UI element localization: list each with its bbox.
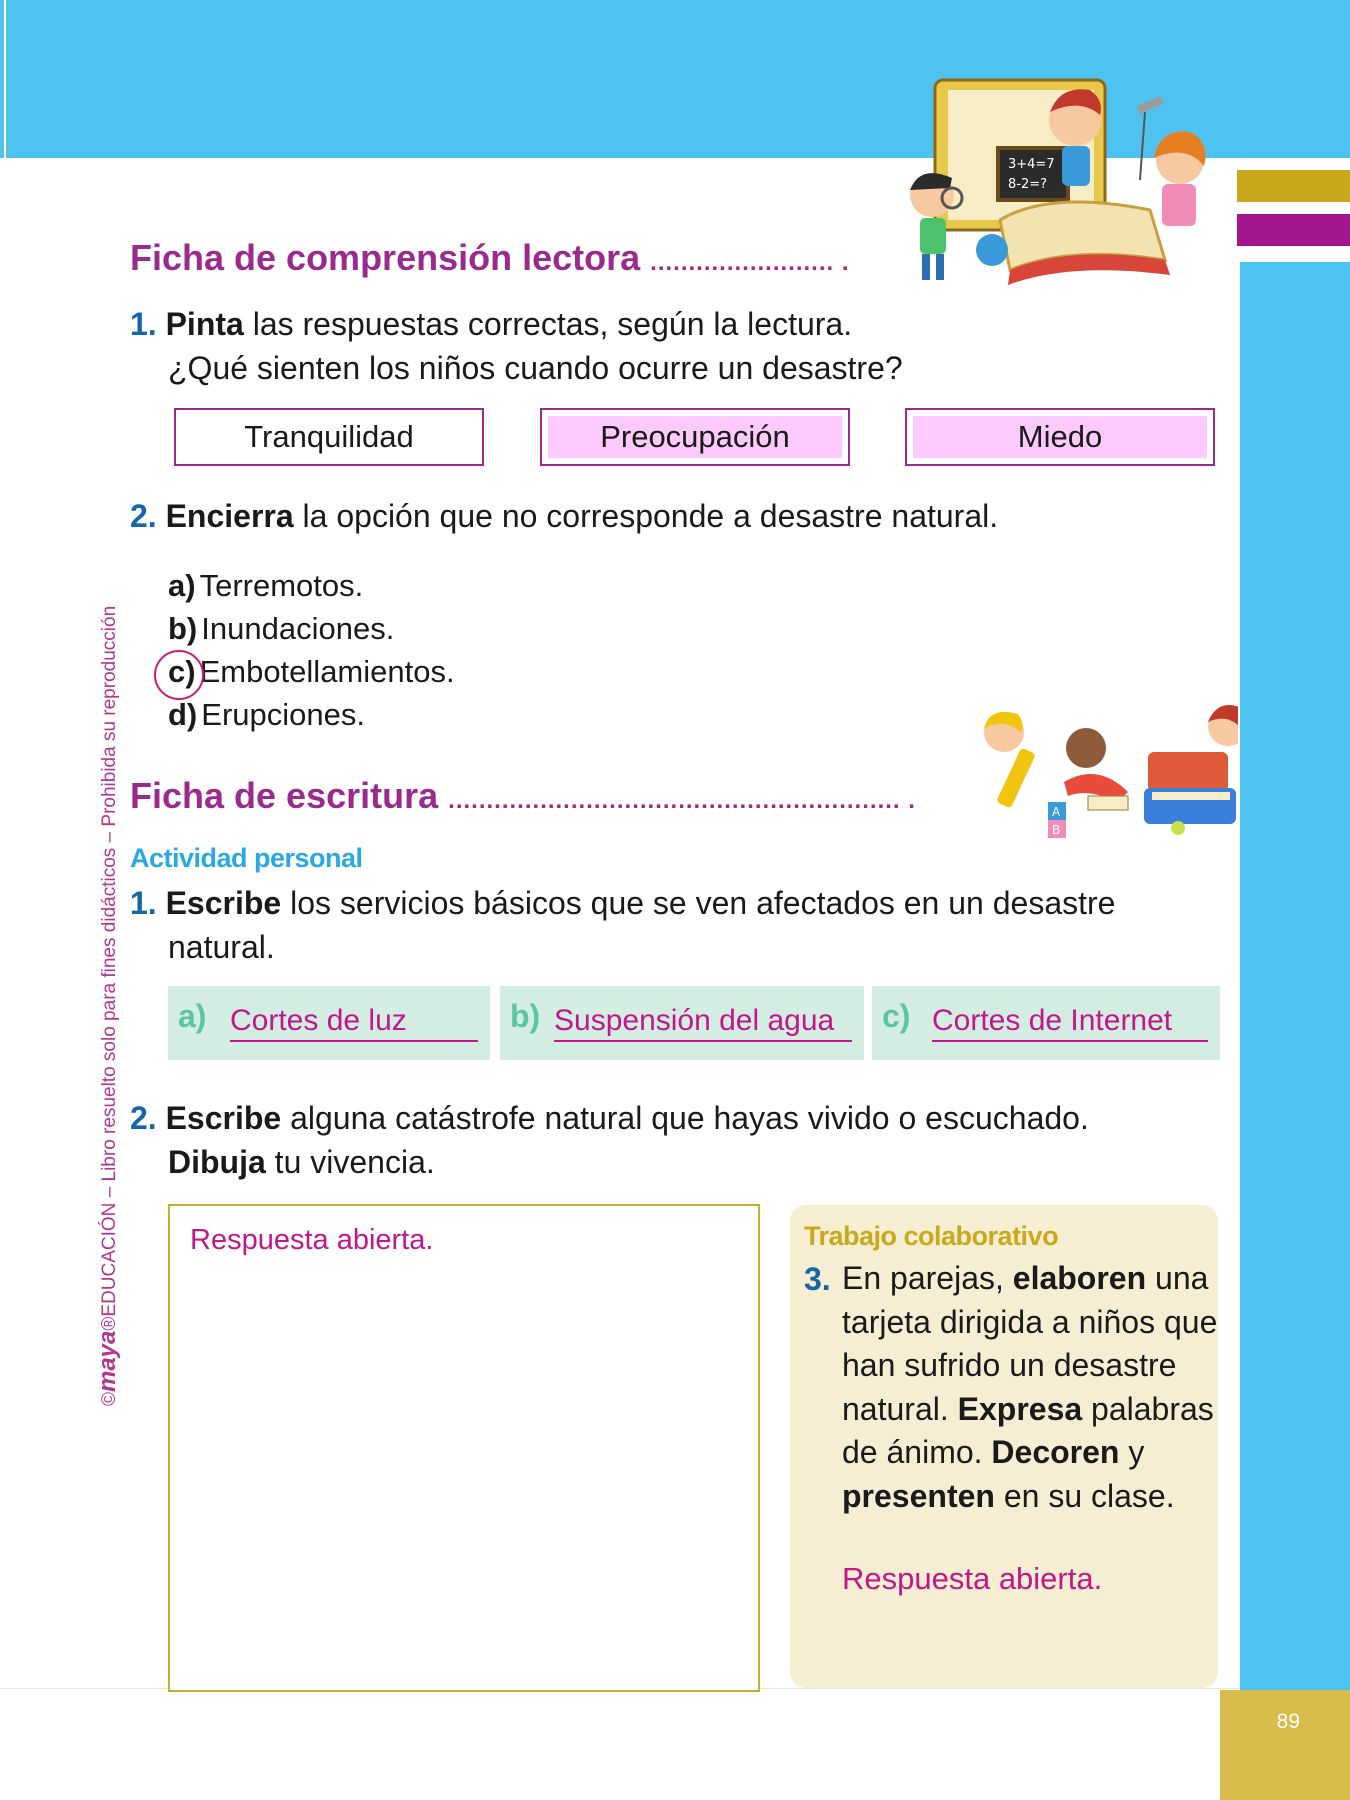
page-number: 89 [1276,1710,1300,1733]
collab-title: Trabajo colaborativo [804,1221,1059,1251]
kid-left-leg2 [936,254,944,280]
option-text: Inundaciones. [201,611,395,646]
book-pages [1152,792,1230,800]
instruction-verb: Escribe [165,885,282,921]
answer-box-miedo[interactable] [905,408,1215,466]
registered-symbol: ® [99,1316,120,1331]
block-b-label: B [1052,823,1061,837]
service-answer-text: Suspensión del agua [554,1002,852,1042]
collab-bold-3: Decoren [991,1434,1120,1470]
kid-left-leg [922,254,930,280]
chalkboard [998,148,1068,200]
instruction-verb: Pinta [165,306,244,342]
option-letter: c) [168,654,196,689]
writing-question-2 [130,1096,1089,1140]
answer-label: Miedo [1017,419,1103,454]
writing-question-1-cont: natural. [168,929,275,965]
question-number: 2. [130,1100,157,1136]
collab-question-text [842,1257,1218,1518]
brand-logo: maya [94,1330,121,1392]
collab-bold-4: presenten [842,1477,995,1514]
question-number: 1. [130,885,157,921]
question-1 [130,302,852,346]
book-red [1148,752,1228,792]
question-text: las respuestas correctas, según la lectura. [252,306,853,342]
service-letter: b) [510,998,541,1034]
option-a[interactable] [168,564,363,607]
girl-body [1162,184,1196,226]
section-title-text: Ficha de comprensión lectora [130,237,641,278]
answer-box-preocupacion[interactable] [540,408,850,466]
option-letter: a) [168,568,196,603]
writing-question-2-cont [168,1140,435,1184]
selection-circle [154,650,204,700]
kid-left-body [920,218,946,254]
service-answer-text: Cortes de luz [230,1002,478,1042]
banner-edge [4,0,6,158]
question-number: 2. [130,498,157,534]
collab-text-1: En parejas, [842,1260,1004,1296]
kid2-head [1066,728,1106,768]
small-book [1088,796,1128,810]
section-title-text: Ficha de escritura [130,775,439,816]
chalkboard-line2: 8-2=? [1008,177,1048,192]
option-c[interactable] [168,650,455,693]
title-dots: ........................ . [650,249,850,276]
drawing-answer-text: Respuesta abierta. [190,1224,434,1256]
option-d[interactable] [168,693,365,736]
question-number: 1. [130,306,157,342]
question-text: los servicios básicos que se ven afectados en un desastre [290,885,1116,921]
copyright-symbol: © [99,1392,120,1406]
option-text: Terremotos. [199,568,364,603]
kids-reading-illustration [890,70,1220,290]
instruction-verb: Dibuja [168,1144,266,1180]
question-text: la opción que no corresponde a desastre natural. [302,498,999,534]
instruction-verb: Escribe [165,1100,282,1136]
collab-text-4: y [1128,1434,1145,1470]
collab-answer-text: Respuesta abierta. [842,1561,1103,1596]
instruction-verb: Encierra [165,498,294,534]
answer-label: Tranquilidad [244,419,414,454]
service-letter: a) [178,998,207,1034]
ball [1171,821,1185,835]
question-2 [130,494,998,538]
sidebar-copyright [92,605,124,1406]
kids-books-illustration [968,692,1238,842]
service-answer-c[interactable] [872,986,1220,1060]
question-text: tu vivencia. [274,1144,435,1180]
block-a-label: A [1052,805,1061,819]
page-number-box [1220,1690,1350,1800]
collaborative-work-box [790,1205,1218,1688]
service-letter: c) [882,998,911,1034]
section-title-comprension [130,237,850,279]
telescope-stand [1140,112,1145,180]
collab-question-number: 3. [804,1261,831,1297]
kid-left-cap [910,173,952,190]
question-text: alguna catástrofe natural que hayas vivido o escuchado. [290,1100,1089,1136]
section-title-escritura [130,775,916,817]
sidebar-text: EDUCACIÓN – Libro resuelto solo para fines didácticos – Prohibida su reproducción [99,605,120,1317]
option-b[interactable] [168,607,394,650]
subtitle-actividad-personal: Actividad personal [130,843,363,873]
option-letter: d) [168,697,198,732]
service-answer-b[interactable] [500,986,864,1060]
title-dots: ........................................................... . [448,787,916,814]
option-text: Embotellamientos. [199,654,455,689]
boy-body [1062,146,1090,186]
gold-stripe [1237,170,1350,202]
collab-text-2: una tarjeta dirigida a niños que han sufrido un desastre natural. [842,1260,1218,1427]
answer-box-tranquilidad[interactable] [174,408,484,466]
drawing-answer-box[interactable] [168,1204,760,1692]
question-1-prompt: ¿Qué sienten los niños cuando ocurre un desastre? [168,350,903,386]
telescope [1138,100,1162,110]
chalkboard-line1: 3+4=7 [1008,157,1055,172]
collab-bold-2: Expresa [957,1390,1083,1427]
collab-bold-1: elaboren [1012,1260,1147,1296]
pencil-icon [996,747,1036,808]
option-letter: b) [168,611,198,646]
magenta-stripe [1237,214,1350,246]
service-answer-text: Cortes de Internet [932,1002,1208,1042]
answer-label: Preocupación [600,419,790,454]
collab-text-3: palabras de ánimo. [842,1390,1214,1470]
writing-question-1 [130,881,1115,925]
globe [976,234,1008,266]
right-margin-band [1240,262,1350,1690]
service-answer-a[interactable] [168,986,490,1060]
collab-text-5: en su clase. [1003,1477,1175,1514]
option-text: Erupciones. [201,697,365,732]
